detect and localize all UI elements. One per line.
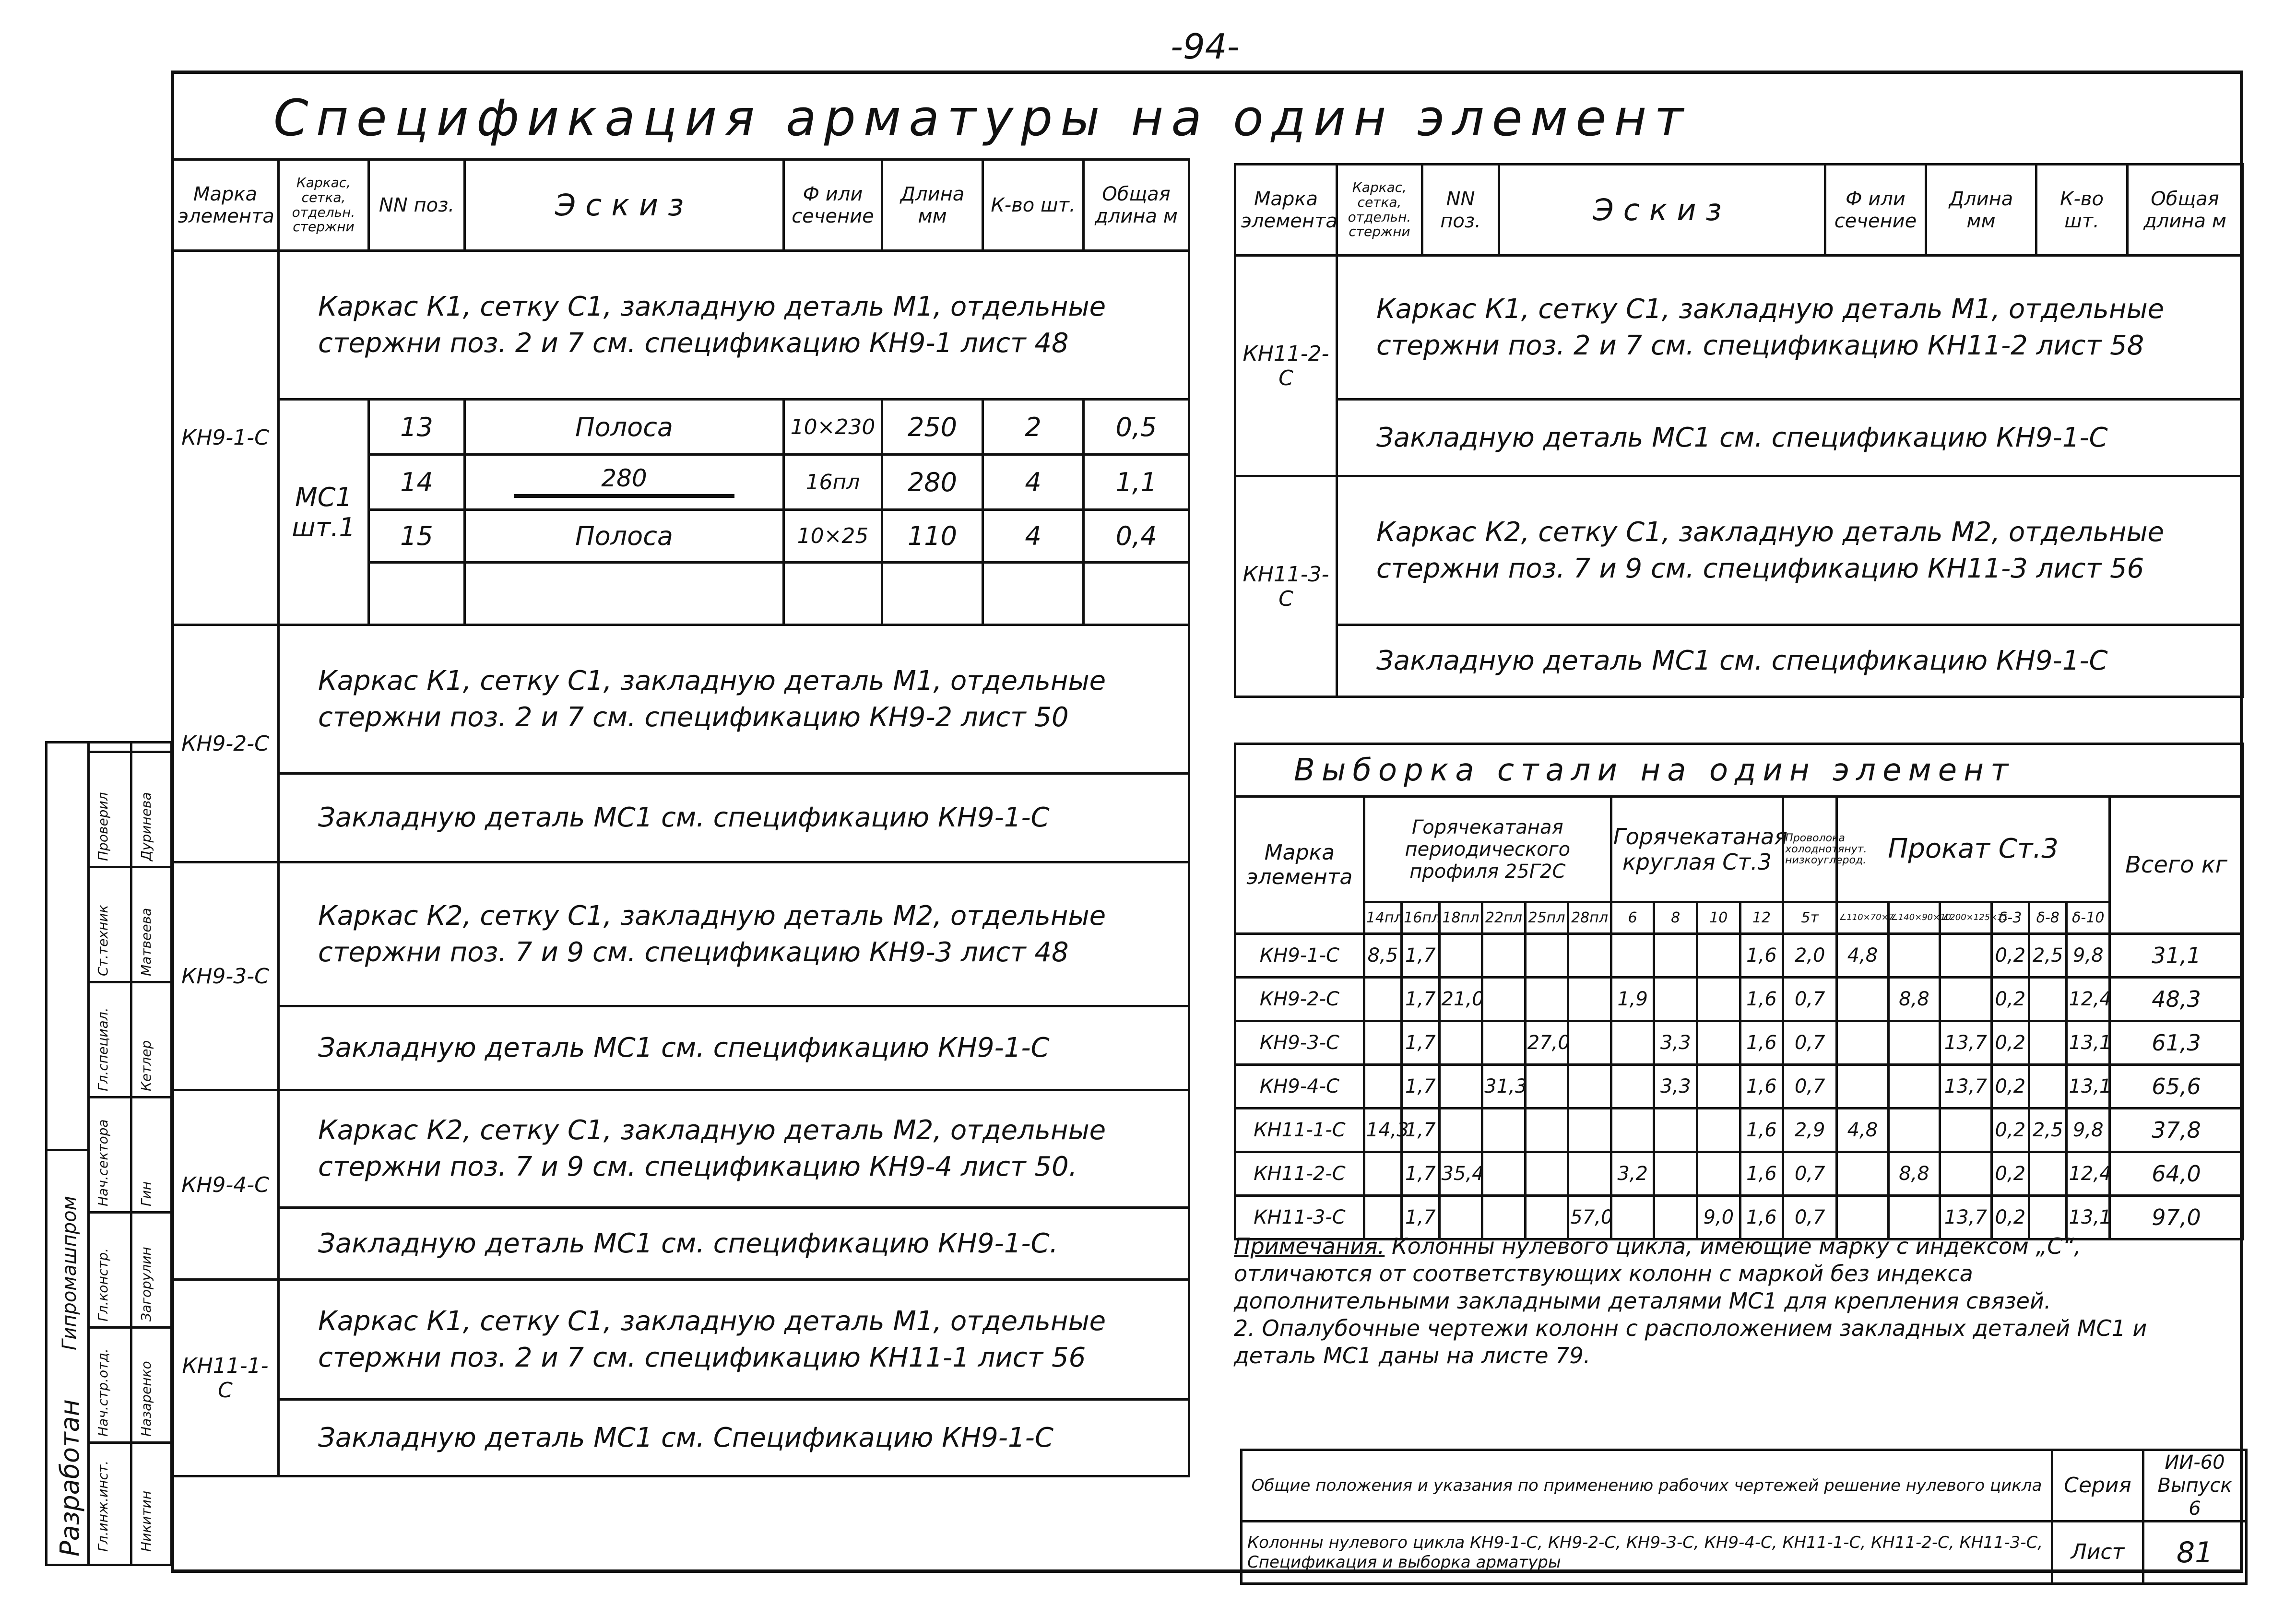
steel-value-cell <box>2029 978 2067 1021</box>
stamp-name: Назаренко <box>138 1361 154 1437</box>
steel-value-cell: 1,6 <box>1740 1196 1783 1239</box>
steel-value-cell: 1,7 <box>1402 934 1439 978</box>
total-cell: 1,1 <box>1084 455 1189 510</box>
steel-value-cell <box>2029 1065 2067 1109</box>
steel-value-cell: 3,3 <box>1654 1021 1697 1065</box>
steel-value-cell <box>1611 1021 1654 1065</box>
steel-value-cell <box>1525 1152 1568 1196</box>
steel-value-cell <box>1364 1065 1401 1109</box>
steel-value-cell: 14,3 <box>1364 1109 1401 1152</box>
steel-header-periodic: Горячекатаная периодического профиля 25Г2С <box>1364 797 1611 902</box>
steel-value-cell: 13,1 <box>2067 1065 2110 1109</box>
series-label: Серия <box>2052 1450 2143 1522</box>
steel-value-cell: 13,7 <box>1940 1196 1992 1239</box>
steel-value-cell: 13,7 <box>1940 1021 1992 1065</box>
steel-value-cell: 1,6 <box>1740 1152 1783 1196</box>
steel-value-cell: 13,1 <box>2067 1021 2110 1065</box>
stamp-row-divider <box>87 866 173 868</box>
steel-value-cell <box>1611 934 1654 978</box>
steel-value-cell: 12,4 <box>2067 1152 2110 1196</box>
steel-row-mark: КН11-2-С <box>1235 1152 1364 1196</box>
steel-row-total: 61,3 <box>2110 1021 2243 1065</box>
steel-header-wire: Проволока холоднотянут. низкоуглерод. <box>1783 797 1837 902</box>
steel-subheader-cell: 12 <box>1740 902 1783 934</box>
mark-kn11-3-c: КН11-3-С <box>1235 476 1337 697</box>
kn9-3-c-text: Каркас К2, сетку С1, закладную деталь М2, отдельные стержни поз. 7 и 9 см. спецификацию КН9-3 лист 48 <box>279 862 1189 1006</box>
steel-header-prokat: Прокат Ст.3 <box>1837 797 2110 902</box>
series-value: ИИ-60 Выпуск 6 <box>2143 1450 2247 1522</box>
steel-subheader-cell: 25пл <box>1525 902 1568 934</box>
stamp-row-divider <box>87 1096 173 1098</box>
steel-value-cell <box>1654 1152 1697 1196</box>
steel-value-cell: 21,0 <box>1439 978 1482 1021</box>
col-header-qty: К-во шт. <box>2036 165 2128 256</box>
col-header-dia: Ф или сечение <box>784 160 882 251</box>
steel-value-cell: 4,8 <box>1837 934 1889 978</box>
steel-value-cell <box>1568 1021 1611 1065</box>
pos-cell: 15 <box>369 510 465 563</box>
steel-row <box>1235 978 2243 1021</box>
stamp-name: Гин <box>138 1181 154 1206</box>
steel-value-cell: 8,5 <box>1364 934 1401 978</box>
steel-value-cell: 0,7 <box>1783 978 1837 1021</box>
empty-cell <box>465 563 784 625</box>
pos-cell: 13 <box>369 400 465 455</box>
steel-row-total: 64,0 <box>2110 1152 2243 1196</box>
steel-subheader-cell: 16пл <box>1402 902 1439 934</box>
length-cell: 280 <box>882 455 983 510</box>
kn9-3-c-embed-text: Закладную деталь МС1 см. спецификацию КН9-1-С <box>279 1006 1189 1090</box>
steel-subheader-cell: 6 <box>1611 902 1654 934</box>
steel-value-cell <box>1654 1109 1697 1152</box>
steel-value-cell: 9,8 <box>2067 934 2110 978</box>
empty-cell <box>784 563 882 625</box>
steel-value-cell: 31,3 <box>1482 1065 1526 1109</box>
steel-selection-table <box>1234 743 2244 1240</box>
steel-value-cell: 1,7 <box>1402 1196 1439 1239</box>
title-block-description: Колонны нулевого цикла КН9-1-С, КН9-2-С, КН9-3-С, КН9-4-С, КН11-1-С, КН11-2-С, КН11-3-С, Спецификация и выборка арматуры <box>1242 1522 2052 1584</box>
steel-value-cell: 0,2 <box>1991 1196 2029 1239</box>
steel-subheader-cell: ∠110×70×7 <box>1837 902 1889 934</box>
steel-header-mark: Марка элемента <box>1235 797 1364 934</box>
mark-kn11-2-c: КН11-2-С <box>1235 256 1337 476</box>
steel-value-cell: 1,6 <box>1740 1065 1783 1109</box>
qty-cell: 2 <box>983 400 1084 455</box>
stamp-name: Матвеева <box>138 908 154 976</box>
notes-block <box>1234 1233 2169 1369</box>
title-block-general: Общие положения и указания по применению рабочих чертежей решение нулевого цикла <box>1242 1450 2052 1522</box>
steel-value-cell <box>1888 1065 1940 1109</box>
steel-value-cell <box>2029 1021 2067 1065</box>
steel-subheader-cell: 5т <box>1783 902 1837 934</box>
steel-value-cell: 0,7 <box>1783 1152 1837 1196</box>
steel-value-cell: 1,7 <box>1402 978 1439 1021</box>
total-cell: 0,5 <box>1084 400 1189 455</box>
title-block <box>1240 1449 2248 1585</box>
empty-cell <box>369 563 465 625</box>
stamp-role: Гл.специал. <box>95 1007 111 1091</box>
steel-value-cell <box>1940 934 1992 978</box>
steel-value-cell: 0,2 <box>1991 1152 2029 1196</box>
stamp-name: Никитин <box>138 1490 154 1552</box>
stamp-role: Проверил <box>95 792 111 861</box>
length-cell: 250 <box>882 400 983 455</box>
col-header-pos: NN поз. <box>369 160 465 251</box>
steel-value-cell <box>1439 1109 1482 1152</box>
stamp-org-name: Гипромашпром <box>59 1196 81 1350</box>
steel-row <box>1235 1065 2243 1109</box>
stamp-role: Гл.инж.инст. <box>95 1460 111 1552</box>
steel-value-cell: 1,6 <box>1740 1021 1783 1065</box>
sketch-cell: Полоса <box>465 510 784 563</box>
steel-value-cell <box>1697 1109 1740 1152</box>
steel-value-cell <box>1568 1152 1611 1196</box>
empty-cell <box>983 563 1084 625</box>
stamp-role: Нач.стр.отд. <box>95 1348 111 1437</box>
steel-value-cell <box>1888 934 1940 978</box>
steel-row-total: 97,0 <box>2110 1196 2243 1239</box>
steel-value-cell <box>1611 1109 1654 1152</box>
steel-subheader-cell: ∠140×90×10 <box>1888 902 1940 934</box>
steel-value-cell <box>1439 934 1482 978</box>
col-header-mark: Марка элемента <box>172 160 279 251</box>
steel-value-cell: 0,2 <box>1991 1065 2029 1109</box>
col-header-length: Длина мм <box>1926 165 2036 256</box>
steel-value-cell: 0,7 <box>1783 1021 1837 1065</box>
page-number: -94- <box>1171 26 1240 67</box>
steel-value-cell <box>1482 978 1526 1021</box>
steel-value-cell <box>1611 1065 1654 1109</box>
steel-value-cell: 1,7 <box>1402 1109 1439 1152</box>
kn11-2-c-embed-text: Закладную деталь МС1 см. спецификацию КН9-1-С <box>1337 400 2243 476</box>
stamp-name: Кетлер <box>138 1040 154 1091</box>
sketch-bar-line <box>514 494 734 498</box>
steel-value-cell <box>1697 1152 1740 1196</box>
steel-value-cell: 1,6 <box>1740 978 1783 1021</box>
total-cell: 0,4 <box>1084 510 1189 563</box>
kn11-3-c-text: Каркас К2, сетку С1, закладную деталь М2, отдельные стержни поз. 7 и 9 см. спецификацию КН11-3 лист 56 <box>1337 476 2243 625</box>
mark-kn9-1-c: КН9-1-С <box>172 251 279 625</box>
stamp-row-divider <box>87 981 173 983</box>
steel-row <box>1235 1152 2243 1196</box>
steel-subheader-cell: δ-8 <box>2029 902 2067 934</box>
note-1: Колонны нулевого цикла, имеющие марку с индексом „С“, отличаются от соответствующих колонн с маркой без индекса дополнительными закладными деталями МС1 для крепления связей. <box>1234 1233 2081 1314</box>
stamp-row-divider <box>87 751 173 753</box>
approval-stamp <box>45 741 173 1566</box>
steel-row-total: 48,3 <box>2110 978 2243 1021</box>
steel-value-cell: 9,8 <box>2067 1109 2110 1152</box>
dia-cell: 10×25 <box>784 510 882 563</box>
col-header-mark: Марка элемента <box>1235 165 1337 256</box>
sheet-label: Лист <box>2052 1522 2143 1584</box>
steel-subheader-cell: δ-10 <box>2067 902 2110 934</box>
kn9-1-c-text: Каркас К1, сетку С1, закладную деталь М1, отдельные стержни поз. 2 и 7 см. спецификацию КН9-1 лист 48 <box>279 251 1189 400</box>
col-header-sketch: Эскиз <box>1499 165 1825 256</box>
qty-cell: 4 <box>983 455 1084 510</box>
steel-subheader-cell: ∠200×125×11 <box>1940 902 1992 934</box>
stamp-role: Нач.сектора <box>95 1119 111 1206</box>
steel-value-cell <box>1482 1021 1526 1065</box>
steel-value-cell <box>1525 934 1568 978</box>
steel-row <box>1235 1021 2243 1065</box>
notes-label: Примечания. <box>1234 1233 1385 1259</box>
steel-value-cell <box>1837 1065 1889 1109</box>
steel-value-cell <box>1364 1152 1401 1196</box>
steel-table-title: Выборка стали на один элемент <box>1235 744 2243 797</box>
col-header-qty: К-во шт. <box>983 160 1084 251</box>
steel-value-cell: 4,8 <box>1837 1109 1889 1152</box>
left-spec-table <box>171 158 1190 1477</box>
steel-row-mark: КН9-3-С <box>1235 1021 1364 1065</box>
steel-value-cell: 1,7 <box>1402 1021 1439 1065</box>
sketch-cell <box>465 455 784 510</box>
steel-header-total: Всего кг <box>2110 797 2243 934</box>
kn9-4-c-embed-text: Закладную деталь МС1 см. спецификацию КН9-1-С. <box>279 1208 1189 1280</box>
sheet-value: 81 <box>2143 1522 2247 1584</box>
kn9-2-c-text: Каркас К1, сетку С1, закладную деталь М1, отдельные стержни поз. 2 и 7 см. спецификацию КН9-2 лист 50 <box>279 625 1189 774</box>
kn9-2-c-embed-text: Закладную деталь МС1 см. спецификацию КН9-1-С <box>279 774 1189 862</box>
steel-value-cell <box>1697 1021 1740 1065</box>
kn11-2-c-text: Каркас К1, сетку С1, закладную деталь М1, отдельные стержни поз. 2 и 7 см. спецификацию КН11-2 лист 58 <box>1337 256 2243 400</box>
steel-value-cell: 27,0 <box>1525 1021 1568 1065</box>
stamp-name: Загорулин <box>138 1247 154 1321</box>
stamp-row-divider <box>87 1441 173 1444</box>
steel-header-round: Горячекатаная круглая Ст.3 <box>1611 797 1783 902</box>
col-header-dia: Ф или сечение <box>1825 165 1926 256</box>
stamp-name: Дуринева <box>138 792 154 861</box>
steel-value-cell: 12,4 <box>2067 978 2110 1021</box>
steel-value-cell: 0,2 <box>1991 1021 2029 1065</box>
sketch-cell: Полоса <box>465 400 784 455</box>
steel-value-cell <box>1568 1065 1611 1109</box>
mark-kn11-1-c: КН11-1-С <box>172 1280 279 1476</box>
steel-row-total: 37,8 <box>2110 1109 2243 1152</box>
col-header-sketch: Эскиз <box>465 160 784 251</box>
steel-row <box>1235 934 2243 978</box>
steel-value-cell: 3,2 <box>1611 1152 1654 1196</box>
steel-value-cell <box>1654 978 1697 1021</box>
kn11-1-c-embed-text: Закладную деталь МС1 см. Спецификацию КН9-1-С <box>279 1400 1189 1476</box>
steel-value-cell <box>1888 1109 1940 1152</box>
stamp-role: Гл.констр. <box>95 1248 111 1321</box>
steel-value-cell <box>1697 978 1740 1021</box>
steel-value-cell <box>1525 1065 1568 1109</box>
steel-value-cell: 2,0 <box>1783 934 1837 978</box>
sketch-bar-length: 280 <box>601 464 647 492</box>
kn11-1-c-text: Каркас К1, сетку С1, закладную деталь М1, отдельные стержни поз. 2 и 7 см. спецификацию КН11-1 лист 56 <box>279 1280 1189 1400</box>
steel-value-cell <box>1697 1065 1740 1109</box>
steel-value-cell <box>1568 934 1611 978</box>
mark-kn9-4-c: КН9-4-С <box>172 1090 279 1280</box>
steel-value-cell <box>1482 1109 1526 1152</box>
steel-value-cell <box>1482 934 1526 978</box>
col-header-total: Общая длина м <box>1084 160 1189 251</box>
qty-cell: 4 <box>983 510 1084 563</box>
steel-subheader-cell: 28пл <box>1568 902 1611 934</box>
steel-value-cell <box>1654 934 1697 978</box>
steel-value-cell: 1,7 <box>1402 1065 1439 1109</box>
dia-cell: 16пл <box>784 455 882 510</box>
length-cell: 110 <box>882 510 983 563</box>
steel-value-cell: 0,2 <box>1991 1109 2029 1152</box>
pos-cell: 14 <box>369 455 465 510</box>
steel-value-cell: 2,5 <box>2029 1109 2067 1152</box>
steel-row-mark: КН9-2-С <box>1235 978 1364 1021</box>
steel-row-mark: КН9-1-С <box>1235 934 1364 978</box>
steel-value-cell <box>1837 1152 1889 1196</box>
stamp-org-developed: Разработан <box>55 1399 85 1557</box>
steel-value-cell <box>2029 1152 2067 1196</box>
steel-value-cell <box>1697 934 1740 978</box>
steel-value-cell <box>1837 1021 1889 1065</box>
steel-value-cell <box>1364 978 1401 1021</box>
steel-value-cell: 0,7 <box>1783 1196 1837 1239</box>
mark-kn9-2-c: КН9-2-С <box>172 625 279 862</box>
steel-value-cell <box>1439 1065 1482 1109</box>
steel-value-cell <box>1940 1152 1992 1196</box>
col-header-kind: Каркас, сетка, отдельн. стержни <box>1337 165 1422 256</box>
steel-value-cell: 0,7 <box>1783 1065 1837 1109</box>
steel-value-cell: 2,5 <box>2029 934 2067 978</box>
col-header-length: Длина мм <box>882 160 983 251</box>
steel-value-cell: 35,4 <box>1439 1152 1482 1196</box>
steel-value-cell: 8,8 <box>1888 1152 1940 1196</box>
steel-row-total: 65,6 <box>2110 1065 2243 1109</box>
steel-value-cell <box>1940 1109 1992 1152</box>
steel-subheader-cell: δ-3 <box>1991 902 2029 934</box>
steel-value-cell <box>1568 1109 1611 1152</box>
col-header-kind: Каркас, сетка, отдельн. стержни <box>279 160 369 251</box>
steel-value-cell <box>1888 1021 1940 1065</box>
col-header-pos: NN поз. <box>1422 165 1499 256</box>
steel-subheader-cell: 8 <box>1654 902 1697 934</box>
steel-subheader-row <box>1235 902 2243 934</box>
empty-cell <box>1084 563 1189 625</box>
steel-row-mark: КН9-4-С <box>1235 1065 1364 1109</box>
steel-value-cell <box>1364 1021 1401 1065</box>
steel-value-cell <box>1482 1152 1526 1196</box>
main-title: Спецификация арматуры на один элемент <box>273 89 1691 147</box>
steel-value-cell: 1,7 <box>1402 1152 1439 1196</box>
mc1-label: МС1 шт.1 <box>279 400 369 625</box>
empty-cell <box>882 563 983 625</box>
stamp-row-divider <box>87 1326 173 1329</box>
steel-value-cell <box>1439 1021 1482 1065</box>
steel-row-mark: КН11-1-С <box>1235 1109 1364 1152</box>
steel-value-cell: 1,9 <box>1611 978 1654 1021</box>
right-spec-table <box>1234 163 2244 698</box>
steel-value-cell: 1,6 <box>1740 1109 1783 1152</box>
steel-value-cell: 1,6 <box>1740 934 1783 978</box>
steel-value-cell <box>1525 1109 1568 1152</box>
steel-subheader-cell: 14пл <box>1364 902 1401 934</box>
steel-value-cell <box>1837 978 1889 1021</box>
kn9-4-c-text: Каркас К2, сетку С1, закладную деталь М2, отдельные стержни поз. 7 и 9 см. спецификацию КН9-4 лист 50. <box>279 1090 1189 1208</box>
steel-value-cell: 2,9 <box>1783 1109 1837 1152</box>
steel-value-cell <box>1940 978 1992 1021</box>
steel-value-cell: 13,7 <box>1940 1065 1992 1109</box>
steel-subheader-cell: 18пл <box>1439 902 1482 934</box>
steel-value-cell: 0,2 <box>1991 978 2029 1021</box>
col-header-total: Общая длина м <box>2128 165 2243 256</box>
steel-value-cell: 13,1 <box>2067 1196 2110 1239</box>
stamp-role: Ст.техник <box>95 905 111 976</box>
steel-subheader-cell: 22пл <box>1482 902 1526 934</box>
stamp-divider <box>45 1149 87 1151</box>
steel-value-cell: 0,2 <box>1991 934 2029 978</box>
steel-value-cell <box>1525 978 1568 1021</box>
steel-subheader-cell: 10 <box>1697 902 1740 934</box>
stamp-row-divider <box>87 1211 173 1214</box>
steel-value-cell: 8,8 <box>1888 978 1940 1021</box>
steel-row-mark: КН11-3-С <box>1235 1196 1364 1239</box>
kn11-3-c-embed-text: Закладную деталь МС1 см. спецификацию КН9-1-С <box>1337 625 2243 697</box>
steel-row <box>1235 1109 2243 1152</box>
steel-value-cell <box>1568 978 1611 1021</box>
steel-value-cell: 9,0 <box>1697 1196 1740 1239</box>
steel-value-cell: 57,0 <box>1568 1196 1611 1239</box>
steel-value-cell: 3,3 <box>1654 1065 1697 1109</box>
dia-cell: 10×230 <box>784 400 882 455</box>
note-2: 2. Опалубочные чертежи колонн с расположением закладных деталей МС1 и деталь МС1 даны на листе 79. <box>1234 1315 2147 1369</box>
steel-row-total: 31,1 <box>2110 934 2243 978</box>
mark-kn9-3-c: КН9-3-С <box>172 862 279 1090</box>
